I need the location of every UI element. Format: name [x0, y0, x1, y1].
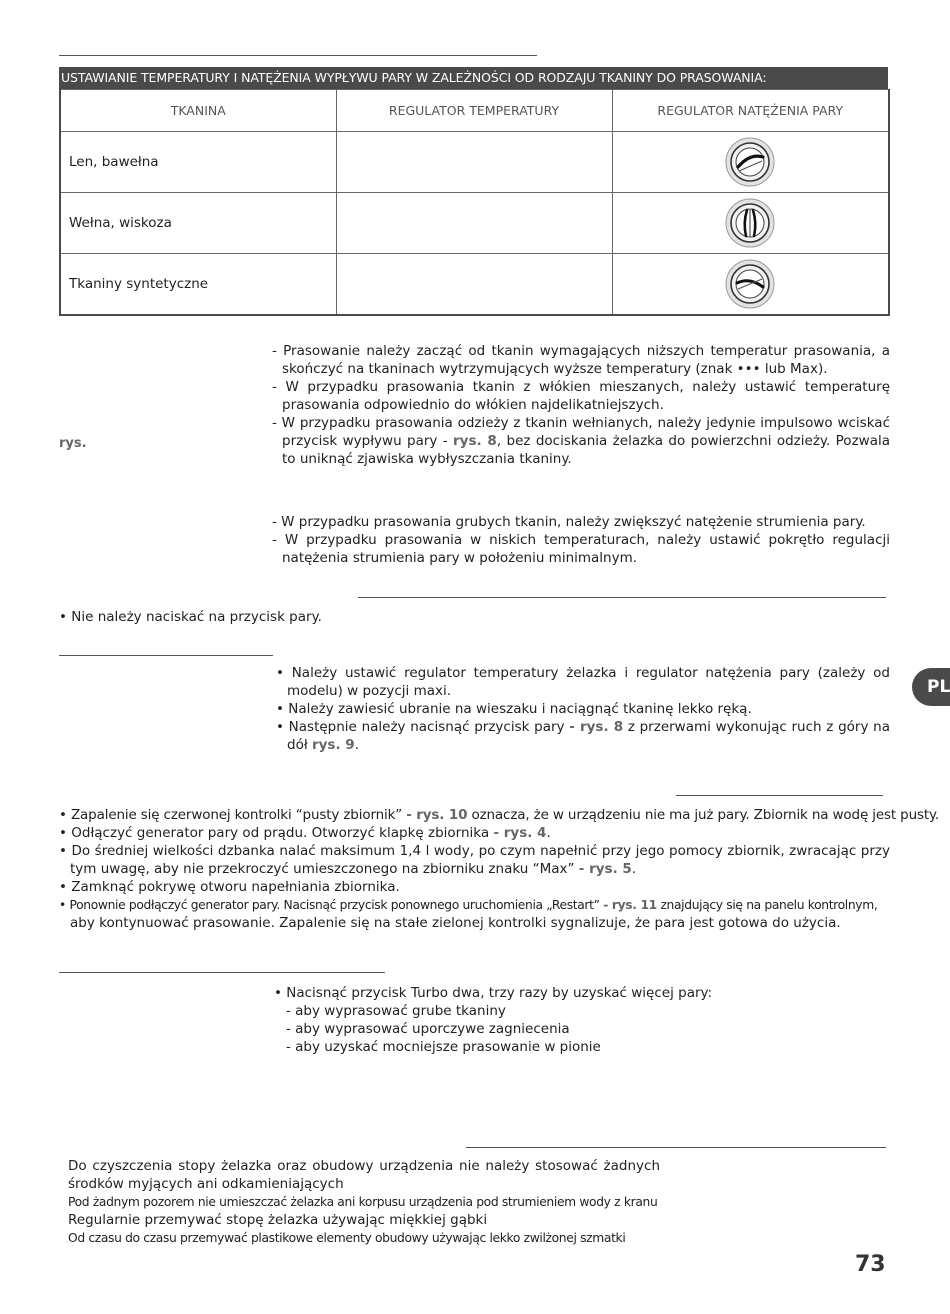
figure-ref: - rys. 8	[569, 719, 624, 735]
step-item: • Zamknąć pokrywę otworu napełniania zbiornika.	[59, 879, 400, 895]
step-item: • Ponownie podłączyć generator pary. Nacisnąć przycisk ponownego uruchomienia „Restart” - rys. 11 znajdujący się na panelu kontrolnym,	[59, 898, 878, 912]
figure-ref: rys. 8	[453, 433, 497, 449]
settings-table	[59, 67, 888, 316]
header-steam: REGULATOR NATĘŻENIA PARY	[612, 90, 889, 132]
cleaning-item: Regularnie przemywać stopę żelazka używając miękkiej gąbki	[68, 1212, 488, 1228]
settings-grid	[59, 89, 890, 316]
list-item: - aby wyprasować uporczywe zagniecenia	[286, 1021, 570, 1037]
side-label: rys.	[59, 436, 87, 451]
table-row	[60, 132, 889, 193]
cleaning-item: Od czasu do czasu przemywać plastikowe elementy obudowy używając lekko zwilżonej szmatki	[68, 1231, 626, 1245]
figure-ref: - rys. 10	[406, 807, 468, 823]
tip-item: - W przypadku prasowania odzieży z tkanin wełnianych, należy jedynie impulsowo wciskać przycisk wypływu pary - rys. 8, bez dociskania żelazka do powierzchni odzieży. Pozwala to uniknąć zjawiska wybłyszczania tkaniny.	[272, 415, 890, 467]
cleaning-item: Do czyszczenia stopy żelazka oraz obudowy urządzenia nie należy stosować żadnych środków myjących ani odkamieniających	[68, 1158, 660, 1192]
section-rule-refill	[676, 795, 883, 796]
table-header-row	[60, 90, 889, 132]
fabric-cell: Len, bawełna	[60, 132, 336, 193]
table-row	[60, 254, 889, 316]
ironing-tips	[272, 342, 890, 468]
steam-dial-cell	[612, 193, 889, 254]
turbo-steps	[274, 984, 890, 1056]
step-item-continued: aby kontynuować prasowanie. Zapalenie się na stałe zielonej kontrolki sygnalizuje, że para jest gotowa do użycia.	[70, 915, 841, 931]
steam-dial-cell	[612, 132, 889, 193]
tip-item: - W przypadku prasowania w niskich temperaturach, należy ustawić pokrętło regulacji natężenia strumienia pary w położeniu minimalnym.	[272, 532, 890, 566]
step-item: • Należy zawiesić ubranie na wieszaku i naciągnąć tkaninę lekko ręką.	[276, 701, 752, 717]
steam-dial-cell	[612, 254, 889, 316]
cleaning-notes	[68, 1157, 660, 1247]
refill-steps	[59, 806, 940, 932]
step-item: • Należy ustawić regulator temperatury żelazka i regulator natężenia pary (zależy od modelu) w pozycji maxi.	[276, 665, 890, 699]
vertical-steam-steps	[276, 664, 890, 754]
dry-ironing-note: • Nie należy naciskać na przycisk pary.	[59, 609, 322, 625]
step-item: • Do średniej wielkości dzbanka nalać maksimum 1,4 l wody, po czym napełnić przy jego pomocy zbiornik, zwracając przy tym uwagę, aby nie przekroczyć umieszczonego na zbiorniku znaku “Max” - rys. 5.	[59, 843, 890, 877]
table-title: USTAWIANIE TEMPERATURY I NATĘŻENIA WYPŁYWU PARY W ZALEŻNOŚCI OD RODZAJU TKANINY DO PRASOWANIA:	[59, 67, 888, 89]
steam-tips	[272, 513, 890, 567]
step-item: • Odłączyć generator pary od prądu. Otworzyć klapkę zbiornika - rys. 4.	[59, 825, 551, 841]
tip-item: - W przypadku prasowania tkanin z włókien mieszanych, należy ustawić temperaturę prasowania odpowiednio do włókien najdelikatniejszych.	[272, 379, 890, 413]
dial-max-icon	[725, 137, 775, 187]
list-item: - aby wyprasować grube tkaniny	[286, 1003, 506, 1019]
list-item: - aby uzyskać mocniejsze prasowanie w pionie	[286, 1039, 601, 1055]
section-rule-usage	[358, 597, 886, 598]
temperature-cell	[336, 193, 612, 254]
section-rule-vertical	[59, 655, 273, 656]
step-item: • Następnie należy nacisnąć przycisk pary - rys. 8 z przerwami wykonując ruch z góry na dół rys. 9.	[276, 719, 890, 753]
figure-ref: rys. 9	[311, 737, 355, 753]
temperature-cell	[336, 132, 612, 193]
temperature-cell	[336, 254, 612, 316]
page-number: 73	[855, 1252, 886, 1277]
dial-medium-icon	[725, 198, 775, 248]
step-item: • Zapalenie się czerwonej kontrolki “pusty zbiornik” - rys. 10 oznacza, że w urządzeniu nie ma już pary. Zbiornik na wodę jest pusty.	[59, 807, 940, 823]
fabric-cell: Wełna, wiskoza	[60, 193, 336, 254]
section-rule-top	[59, 55, 537, 56]
figure-ref: - rys. 4	[493, 825, 547, 841]
section-rule-turbo	[59, 972, 385, 973]
tip-item: - W przypadku prasowania grubych tkanin, należy zwiększyć natężenie strumienia pary.	[272, 514, 866, 530]
section-rule-cleaning	[466, 1147, 886, 1148]
figure-ref: - rys. 5	[578, 861, 632, 877]
turbo-intro: • Nacisnąć przycisk Turbo dwa, trzy razy by uzyskać więcej pary:	[274, 985, 713, 1001]
header-fabric: TKANINA	[60, 90, 336, 132]
table-row	[60, 193, 889, 254]
fabric-cell: Tkaniny syntetyczne	[60, 254, 336, 316]
figure-ref: - rys. 11	[603, 898, 657, 912]
header-temperature: REGULATOR TEMPERATURY	[336, 90, 612, 132]
cleaning-item: Pod żadnym pozorem nie umieszczać żelazka ani korpusu urządzenia pod strumieniem wody z kranu	[68, 1195, 658, 1209]
dial-min-icon	[725, 259, 775, 309]
tip-item: - Prasowanie należy zacząć od tkanin wymagających niższych temperatur prasowania, a skończyć na tkaninach wytrzymujących wyższe temperatury (znak ••• lub Max).	[272, 343, 890, 377]
language-tab: PL	[912, 668, 950, 706]
